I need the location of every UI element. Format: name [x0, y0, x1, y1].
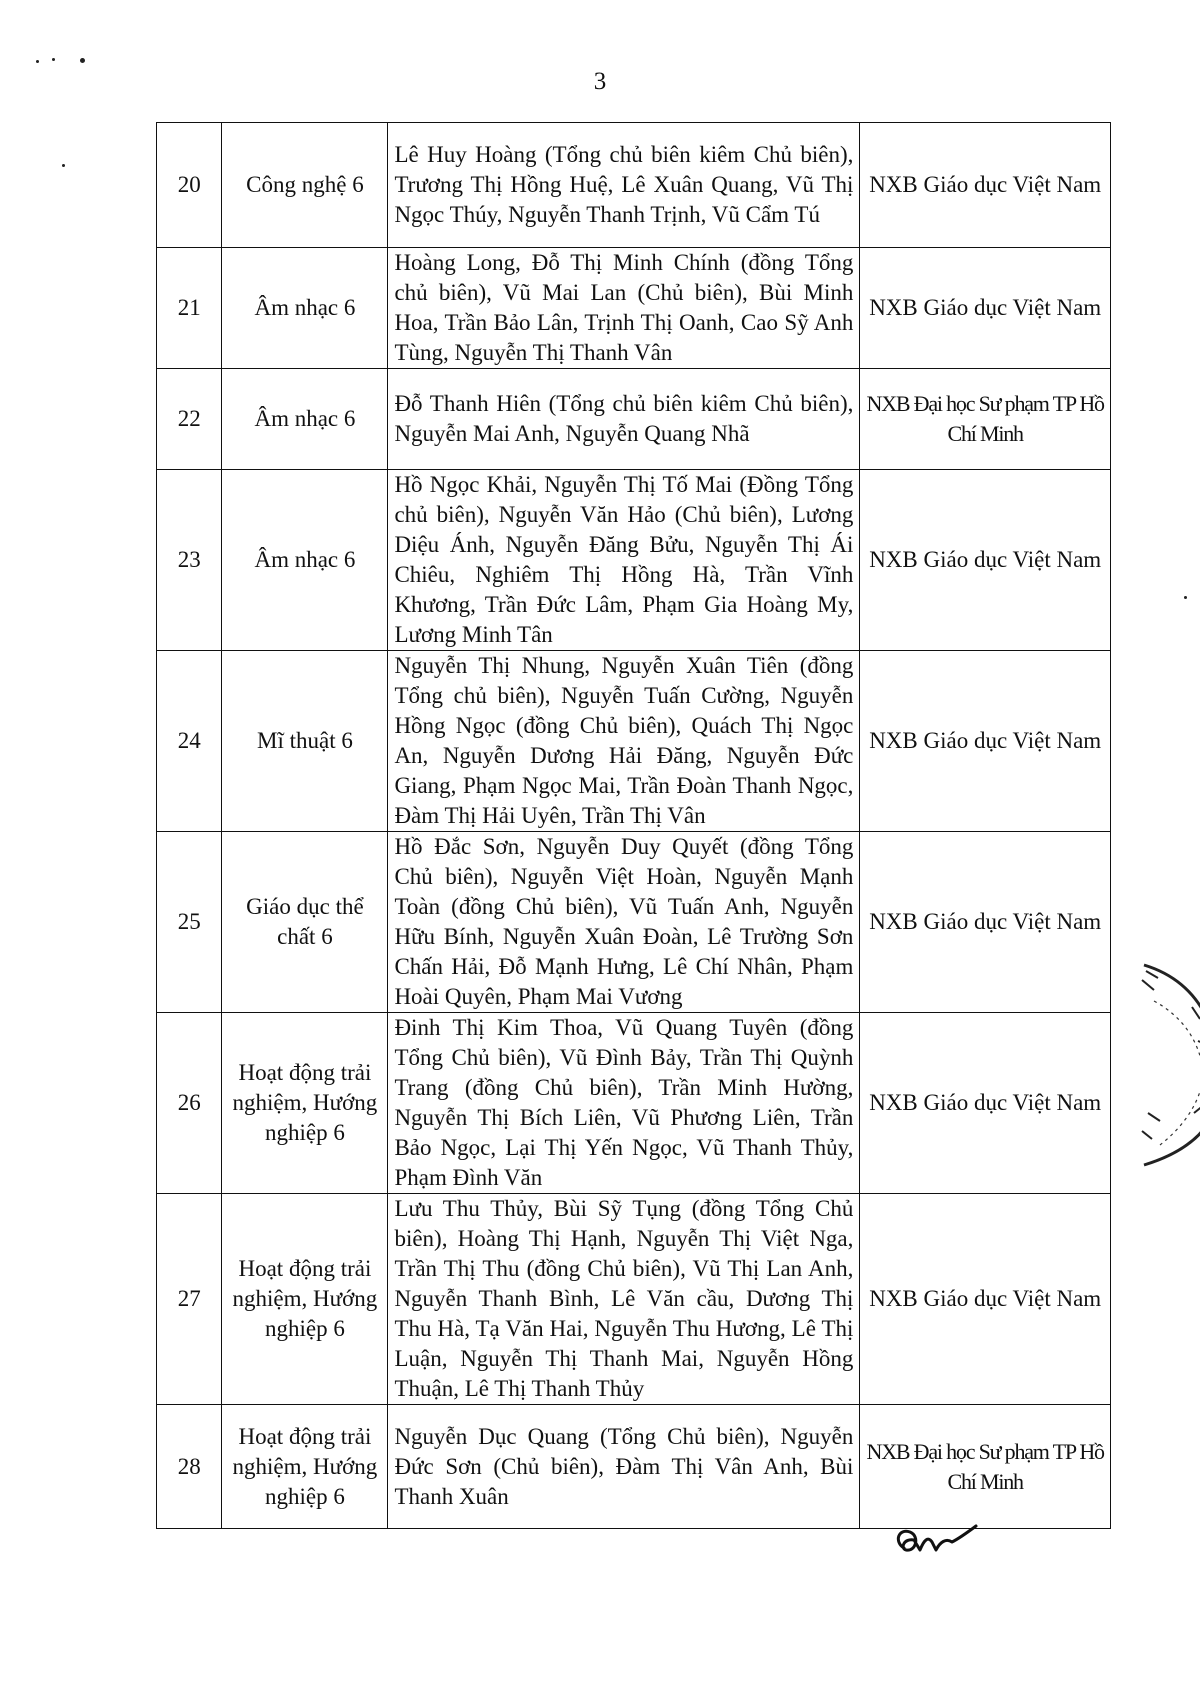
table-row [157, 248, 1111, 369]
row-number: 21 [157, 248, 222, 369]
publisher-cell: NXB Giáo dục Việt Nam [860, 123, 1111, 248]
authors-cell: Hồ Đắc Sơn, Nguyễn Duy Quyết (đồng Tổng Chủ biên), Nguyễn Việt Hoàn, Nguyễn Mạnh Toàn (đồng Chủ biên), Vũ Tuấn Anh, Nguyễn Hữu Bính, Nguyễn Xuân Đoàn, Lê Trường Sơn Chấn Hải, Đỗ Mạnh Hưng, Lê Chí Nhân, Phạm Hoài Quyên, Phạm Mai Vương [388, 832, 860, 1013]
authors-cell: Lưu Thu Thủy, Bùi Sỹ Tụng (đồng Tổng Chủ biên), Hoàng Thị Hạnh, Nguyễn Thị Việt Nga, Trần Thị Thu (đồng Chủ biên), Vũ Thị Lan Anh, Nguyễn Thanh Bình, Lê Văn cầu, Dương Thị Thu Hà, Tạ Văn Hai, Nguyễn Thu Hương, Lê Thị Luận, Nguyễn Thị Thanh Mai, Nguyễn Hồng Thuận, Lê Thị Thanh Thủy [388, 1194, 860, 1405]
publisher-cell: NXB Giáo dục Việt Nam [860, 1194, 1111, 1405]
scan-speck [1184, 596, 1187, 599]
stamp-seal-fragment [1140, 945, 1200, 1175]
table-row [157, 1194, 1111, 1405]
subject-cell: Công nghệ 6 [222, 123, 388, 248]
subject-cell: Mĩ thuật 6 [222, 651, 388, 832]
authors-cell: Nguyễn Dục Quang (Tổng Chủ biên), Nguyễn Đức Sơn (Chủ biên), Đàm Thị Vân Anh, Bùi Thanh Xuân [388, 1405, 860, 1529]
scan-speck [36, 60, 39, 63]
publisher-cell: NXB Giáo dục Việt Nam [860, 248, 1111, 369]
subject-cell: Hoạt động trải nghiệm, Hướng nghiệp 6 [222, 1405, 388, 1529]
authors-cell: Đinh Thị Kim Thoa, Vũ Quang Tuyên (đồng Tổng Chủ biên), Vũ Đình Bảy, Trần Thị Quỳnh Trang (đồng Chủ biên), Trần Minh Hường, Nguyễn Thị Bích Liên, Vũ Phương Liên, Trần Bảo Ngọc, Lại Thị Yến Ngọc, Vũ Thanh Thủy, Phạm Đình Văn [388, 1013, 860, 1194]
row-number: 23 [157, 470, 222, 651]
table-row [157, 832, 1111, 1013]
subject-cell: Âm nhạc 6 [222, 369, 388, 470]
publisher-cell: NXB Giáo dục Việt Nam [860, 832, 1111, 1013]
row-number: 28 [157, 1405, 222, 1529]
authors-cell: Đỗ Thanh Hiên (Tổng chủ biên kiêm Chủ biên), Nguyễn Mai Anh, Nguyễn Quang Nhã [388, 369, 860, 470]
row-number: 25 [157, 832, 222, 1013]
publisher-cell: NXB Giáo dục Việt Nam [860, 1013, 1111, 1194]
publisher-cell: NXB Giáo dục Việt Nam [860, 651, 1111, 832]
textbook-table [156, 122, 1111, 1529]
scan-speck [80, 58, 85, 63]
table-row [157, 1013, 1111, 1194]
authors-cell: Hồ Ngọc Khải, Nguyễn Thị Tố Mai (Đồng Tổng chủ biên), Nguyễn Văn Hảo (Chủ biên), Lương Diệu Ánh, Nguyễn Đăng Bửu, Nguyễn Thị Ái Chiêu, Nghiêm Thị Hồng Hà, Trần Vĩnh Khương, Trần Đức Lâm, Phạm Gia Hoàng My, Lương Minh Tân [388, 470, 860, 651]
authors-cell: Hoàng Long, Đỗ Thị Minh Chính (đồng Tổng chủ biên), Vũ Mai Lan (Chủ biên), Bùi Minh Hoa, Trần Bảo Lân, Trịnh Thị Oanh, Cao Sỹ Anh Tùng, Nguyễn Thị Thanh Vân [388, 248, 860, 369]
row-number: 22 [157, 369, 222, 470]
publisher-cell: NXB Đại học Sư phạm TP Hồ Chí Minh [860, 1405, 1111, 1529]
subject-cell: Giáo dục thể chất 6 [222, 832, 388, 1013]
table-row [157, 651, 1111, 832]
row-number: 24 [157, 651, 222, 832]
subject-cell: Hoạt động trải nghiệm, Hướng nghiệp 6 [222, 1013, 388, 1194]
authors-cell: Nguyễn Thị Nhung, Nguyễn Xuân Tiên (đồng Tổng chủ biên), Nguyễn Tuấn Cường, Nguyễn Hồng Ngọc (đồng Chủ biên), Quách Thị Ngọc An, Nguyễn Dương Hải Đăng, Nguyễn Đức Giang, Phạm Ngọc Mai, Trần Đoàn Thanh Ngọc, Đàm Thị Hải Uyên, Trần Thị Vân [388, 651, 860, 832]
publisher-cell: NXB Đại học Sư phạm TP Hồ Chí Minh [860, 369, 1111, 470]
subject-cell: Âm nhạc 6 [222, 470, 388, 651]
subject-cell: Âm nhạc 6 [222, 248, 388, 369]
table-row [157, 369, 1111, 470]
scan-speck [52, 58, 55, 61]
subject-cell: Hoạt động trải nghiệm, Hướng nghiệp 6 [222, 1194, 388, 1405]
row-number: 20 [157, 123, 222, 248]
row-number: 26 [157, 1013, 222, 1194]
table-row [157, 123, 1111, 248]
row-number: 27 [157, 1194, 222, 1405]
publisher-cell: NXB Giáo dục Việt Nam [860, 470, 1111, 651]
scan-speck [62, 164, 65, 167]
page-number: 3 [593, 68, 607, 95]
authors-cell: Lê Huy Hoàng (Tổng chủ biên kiêm Chủ biên), Trương Thị Hồng Huệ, Lê Xuân Quang, Vũ Thị Ngọc Thúy, Nguyễn Thanh Trịnh, Vũ Cẩm Tú [388, 123, 860, 248]
handwritten-signature [890, 1520, 980, 1560]
table-row [157, 1405, 1111, 1529]
table-row [157, 470, 1111, 651]
